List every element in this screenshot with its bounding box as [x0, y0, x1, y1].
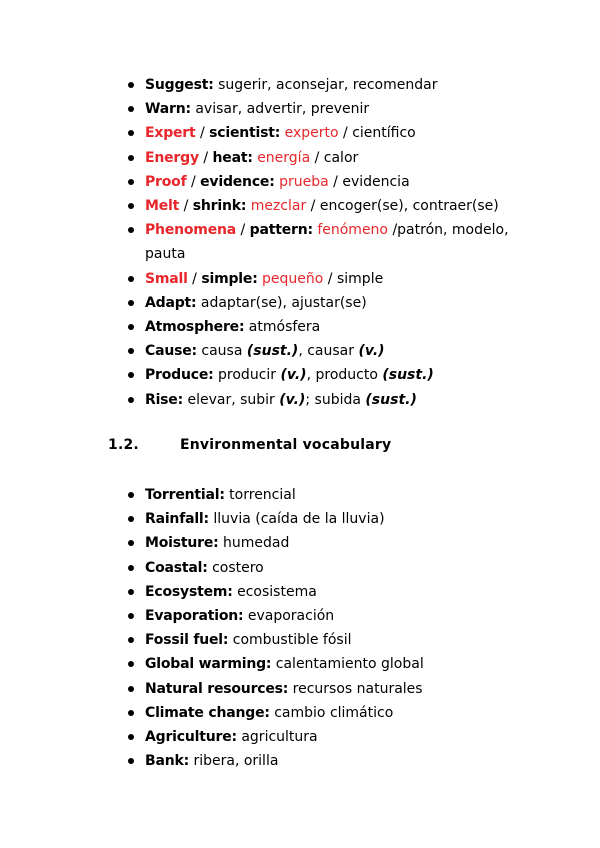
- list-item: Small / simple: pequeño / simple: [128, 267, 528, 291]
- list-item: Melt / shrink: mezclar / encoger(se), contraer(se): [128, 194, 528, 218]
- bullet-icon: [128, 492, 134, 498]
- bullet-icon: [128, 516, 134, 522]
- list-item: Phenomena / pattern: fenómeno /patrón, modelo, pauta: [128, 218, 528, 266]
- list-item: Evaporation: evaporación: [128, 604, 528, 628]
- bullet-icon: [128, 565, 134, 571]
- list-item: Torrential: torrencial: [128, 483, 528, 507]
- bullet-icon: [128, 540, 134, 546]
- section-number: 1.2.: [108, 437, 139, 453]
- list-item: Moisture: humedad: [128, 531, 528, 555]
- list-item: Energy / heat: energía / calor: [128, 146, 528, 170]
- bullet-icon: [128, 300, 134, 306]
- section-title: Environmental vocabulary: [180, 437, 392, 453]
- bullet-icon: [128, 661, 134, 667]
- bullet-icon: [128, 276, 134, 282]
- list-item: Rainfall: lluvia (caída de la lluvia): [128, 507, 528, 531]
- bullet-icon: [128, 203, 134, 209]
- section-heading: [108, 437, 391, 453]
- list-item: Global warming: calentamiento global: [128, 652, 528, 676]
- list-item: Coastal: costero: [128, 556, 528, 580]
- bullet-icon: [128, 179, 134, 185]
- list-item: Fossil fuel: combustible fósil: [128, 628, 528, 652]
- bullet-icon: [128, 637, 134, 643]
- bullet-icon: [128, 155, 134, 161]
- bullet-icon: [128, 686, 134, 692]
- bullet-icon: [128, 613, 134, 619]
- bullet-icon: [128, 348, 134, 354]
- bullet-icon: [128, 130, 134, 136]
- bullet-icon: [128, 324, 134, 330]
- list-item: Ecosystem: ecosistema: [128, 580, 528, 604]
- list-item: Expert / scientist: experto / científico: [128, 121, 528, 145]
- list-item: Bank: ribera, orilla: [128, 749, 528, 773]
- vocabulary-list-1: [128, 73, 528, 412]
- vocabulary-list-2: [128, 483, 528, 773]
- bullet-icon: [128, 589, 134, 595]
- list-item: Warn: avisar, advertir, prevenir: [128, 97, 528, 121]
- list-item: Adapt: adaptar(se), ajustar(se): [128, 291, 528, 315]
- bullet-icon: [128, 734, 134, 740]
- bullet-icon: [128, 710, 134, 716]
- list-item: Atmosphere: atmósfera: [128, 315, 528, 339]
- list-item: Suggest: sugerir, aconsejar, recomendar: [128, 73, 528, 97]
- bullet-icon: [128, 758, 134, 764]
- list-item: Proof / evidence: prueba / evidencia: [128, 170, 528, 194]
- list-item: Produce: producir (v.), producto (sust.): [128, 363, 528, 387]
- bullet-icon: [128, 106, 134, 112]
- bullet-icon: [128, 227, 134, 233]
- bullet-icon: [128, 82, 134, 88]
- bullet-icon: [128, 372, 134, 378]
- list-item: Natural resources: recursos naturales: [128, 677, 528, 701]
- list-item: Agriculture: agricultura: [128, 725, 528, 749]
- list-item: Rise: elevar, subir (v.); subida (sust.): [128, 388, 528, 412]
- list-item: Cause: causa (sust.), causar (v.): [128, 339, 528, 363]
- bullet-icon: [128, 397, 134, 403]
- list-item: Climate change: cambio climático: [128, 701, 528, 725]
